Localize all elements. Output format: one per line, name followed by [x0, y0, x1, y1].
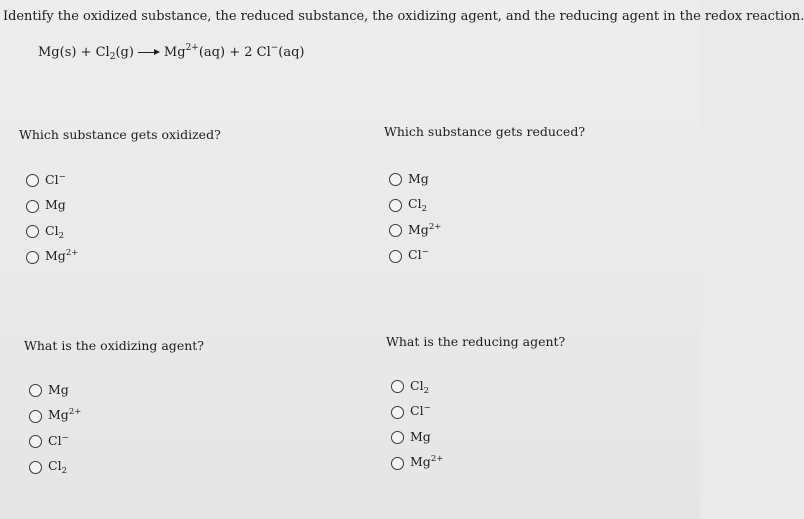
option-reducing-cl-minus[interactable] [391, 400, 443, 426]
radio-button-icon[interactable] [29, 410, 42, 423]
option-label: $Mg^{2+}$ [410, 454, 444, 470]
option-reducing-cl2[interactable] [391, 374, 443, 400]
option-label: $Cl_2$ [45, 222, 64, 241]
radio-button-icon[interactable] [26, 225, 39, 238]
question-oxidized: Which substance gets oxidized? [19, 127, 221, 142]
option-oxidized-mg2plus[interactable] [26, 245, 78, 271]
radio-button-icon[interactable] [26, 174, 39, 187]
option-oxidizing-cl-minus[interactable] [29, 429, 81, 455]
option-label: $Mg^{2+}$ [45, 248, 79, 264]
option-label: $Mg^{2+}$ [408, 221, 442, 237]
option-label: Mg [408, 170, 429, 186]
option-reducing-mg2plus[interactable] [391, 451, 443, 477]
option-reducing-mg[interactable] [391, 425, 443, 451]
radio-button-icon[interactable] [29, 384, 42, 397]
option-oxidized-cl-minus[interactable] [26, 168, 78, 194]
option-label: $Cl_2$ [408, 196, 427, 215]
options-reducing-agent [391, 374, 443, 476]
option-oxidized-cl2[interactable] [26, 219, 78, 245]
option-label: Mg [410, 428, 431, 444]
option-oxidizing-cl2[interactable] [29, 455, 81, 481]
equation-product-cl: (aq) + 2 Cl [198, 45, 271, 60]
option-oxidized-mg[interactable] [26, 194, 78, 220]
option-reduced-cl-minus[interactable] [389, 244, 441, 270]
option-label: Cl− [408, 247, 429, 263]
option-label: $Cl_2$ [410, 377, 429, 396]
instructions-text: Identify the oxidized substance, the reduced substance, the oxidizing agent, and the reducing agent in the redox reaction. [3, 9, 804, 24]
option-label: Cl− [410, 403, 431, 419]
option-label: Mg [45, 197, 66, 213]
options-oxidizing-agent [29, 378, 81, 480]
option-label: $Cl_2$ [48, 458, 67, 477]
option-reduced-mg[interactable] [389, 167, 441, 193]
option-label: $Mg^{2+}$ [48, 407, 82, 423]
radio-button-icon[interactable] [29, 461, 42, 474]
radio-button-icon[interactable] [391, 457, 404, 470]
radio-button-icon[interactable] [391, 431, 404, 444]
radio-button-icon[interactable] [26, 200, 39, 213]
radio-button-icon[interactable] [389, 173, 402, 186]
radio-button-icon[interactable] [391, 380, 404, 393]
radio-button-icon[interactable] [29, 435, 42, 448]
radio-button-icon[interactable] [26, 251, 39, 264]
option-oxidizing-mg2plus[interactable] [29, 404, 81, 430]
equation-product-mg: Mg [163, 45, 186, 60]
question-reducing-agent: What is the reducing agent? [386, 334, 566, 349]
question-oxidizing-agent: What is the oxidizing agent? [24, 338, 204, 353]
radio-button-icon[interactable] [389, 224, 402, 237]
options-reduced [389, 167, 441, 269]
question-reduced: Which substance gets reduced? [384, 124, 586, 139]
option-label: Mg [48, 381, 69, 397]
radio-button-icon[interactable] [391, 406, 404, 419]
option-reduced-mg2plus[interactable] [389, 218, 441, 244]
equation-chloride-charge: − [270, 43, 279, 53]
option-oxidizing-mg[interactable] [29, 378, 81, 404]
equation-product-state: (aq) [278, 45, 305, 60]
option-reduced-cl2[interactable] [389, 193, 441, 219]
radio-button-icon[interactable] [389, 199, 402, 212]
reaction-arrow-icon [138, 48, 160, 58]
reaction-equation [38, 43, 305, 62]
equation-charge: 2+ [185, 43, 199, 53]
equation-subscript: 2 [109, 52, 116, 62]
equation-reactant-state: (g) [115, 45, 134, 60]
option-label: Cl− [45, 171, 66, 187]
option-label: Cl− [48, 432, 69, 448]
options-oxidized [26, 168, 78, 270]
equation-reactants: Mg(s) + Cl [38, 45, 110, 60]
radio-button-icon[interactable] [389, 250, 402, 263]
